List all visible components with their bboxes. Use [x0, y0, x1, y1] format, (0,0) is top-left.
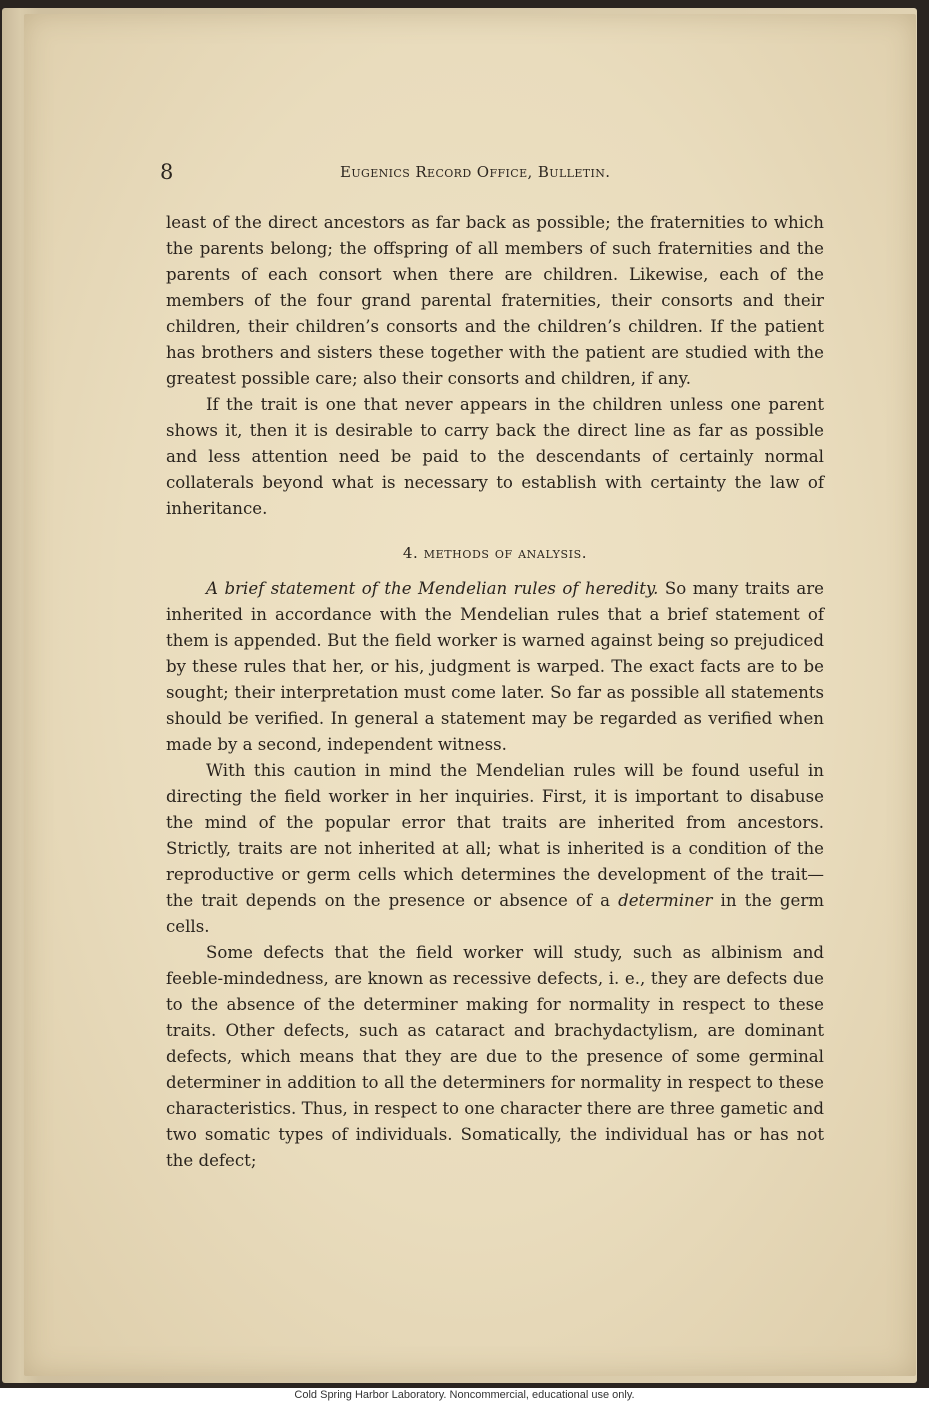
paragraph-3-text: So many traits are inherited in accordance with the Mendelian rules that a brief statement of them is appended. But the field worker is warned against being so prejudiced by these rules that her, or his, judgment is warped. The exact facts are to be sought; their interpretation must come later. So far as possible all statements should be verified. In general a statement may be regarded as verified when made by a second, independent witness.: [166, 579, 825, 754]
credit-footer: Cold Spring Harbor Laboratory. Noncommercial, educational use only.: [294, 1389, 635, 1401]
section-heading: 4. methods of analysis.: [402, 544, 588, 562]
paragraph-4: [166, 758, 824, 940]
page-header: [160, 160, 820, 188]
paragraph-1: least of the direct ancestors as far back as possible; the fraternities to which the parents belong; the offspring of all members of such fraternities and the parents of each consort when there are children. Likewise, each of the members of the four grand parental fraternities, their consorts and their children, their children’s consorts and the children’s children. If the patient has brothers and sisters these together with the patient are studied with the greatest possible care; also their consorts and children, if any.: [166, 213, 824, 388]
page-number: 8: [160, 160, 174, 184]
paragraph-4-italic-term: determiner: [618, 891, 713, 910]
paragraph-3-italic-lead: A brief statement of the Mendelian rules of heredity.: [206, 579, 659, 598]
paragraph-5: Some defects that the field worker will study, such as albinism and feeble-mindedness, are known as recessive defects, i. e., they are defects due to the absence of the determiner making for normality in respect to these traits. Other defects, such as cataract and brachydactylism, are dominant defects, which means that they are due to the presence of some germinal determiner in addition to all the determiners for normality in respect to these characteristics. Thus, in respect to one character there are three gametic and two somatic types of individuals. Somatically, the individual has or has not the defect;: [166, 943, 824, 1170]
paragraph-3: [166, 576, 824, 758]
paragraph-4-text-end: in the germ cells.: [166, 891, 824, 936]
running-head: Eugenics Record Office, Bulletin.: [340, 163, 611, 181]
paragraph-4-text-start: With this caution in mind the Mendelian rules will be found useful in directing the field worker in her inquiries. First, it is important to disabuse the mind of the popular error that traits are inherited from ancestors. Strictly, traits are not inherited at all; what is inherited is a condition of the reproductive or germ cells which determines the development of the trait—the trait depends on the presence or absence of a: [166, 761, 824, 910]
paragraph-2: If the trait is one that never appears in the children unless one parent shows it, then it is desirable to carry back the direct line as far as possible and less attention need be paid to the descendants of certainly normal collaterals beyond what is necessary to establish with certainty the law of inheritance.: [166, 395, 824, 518]
body-text: [166, 210, 824, 1174]
